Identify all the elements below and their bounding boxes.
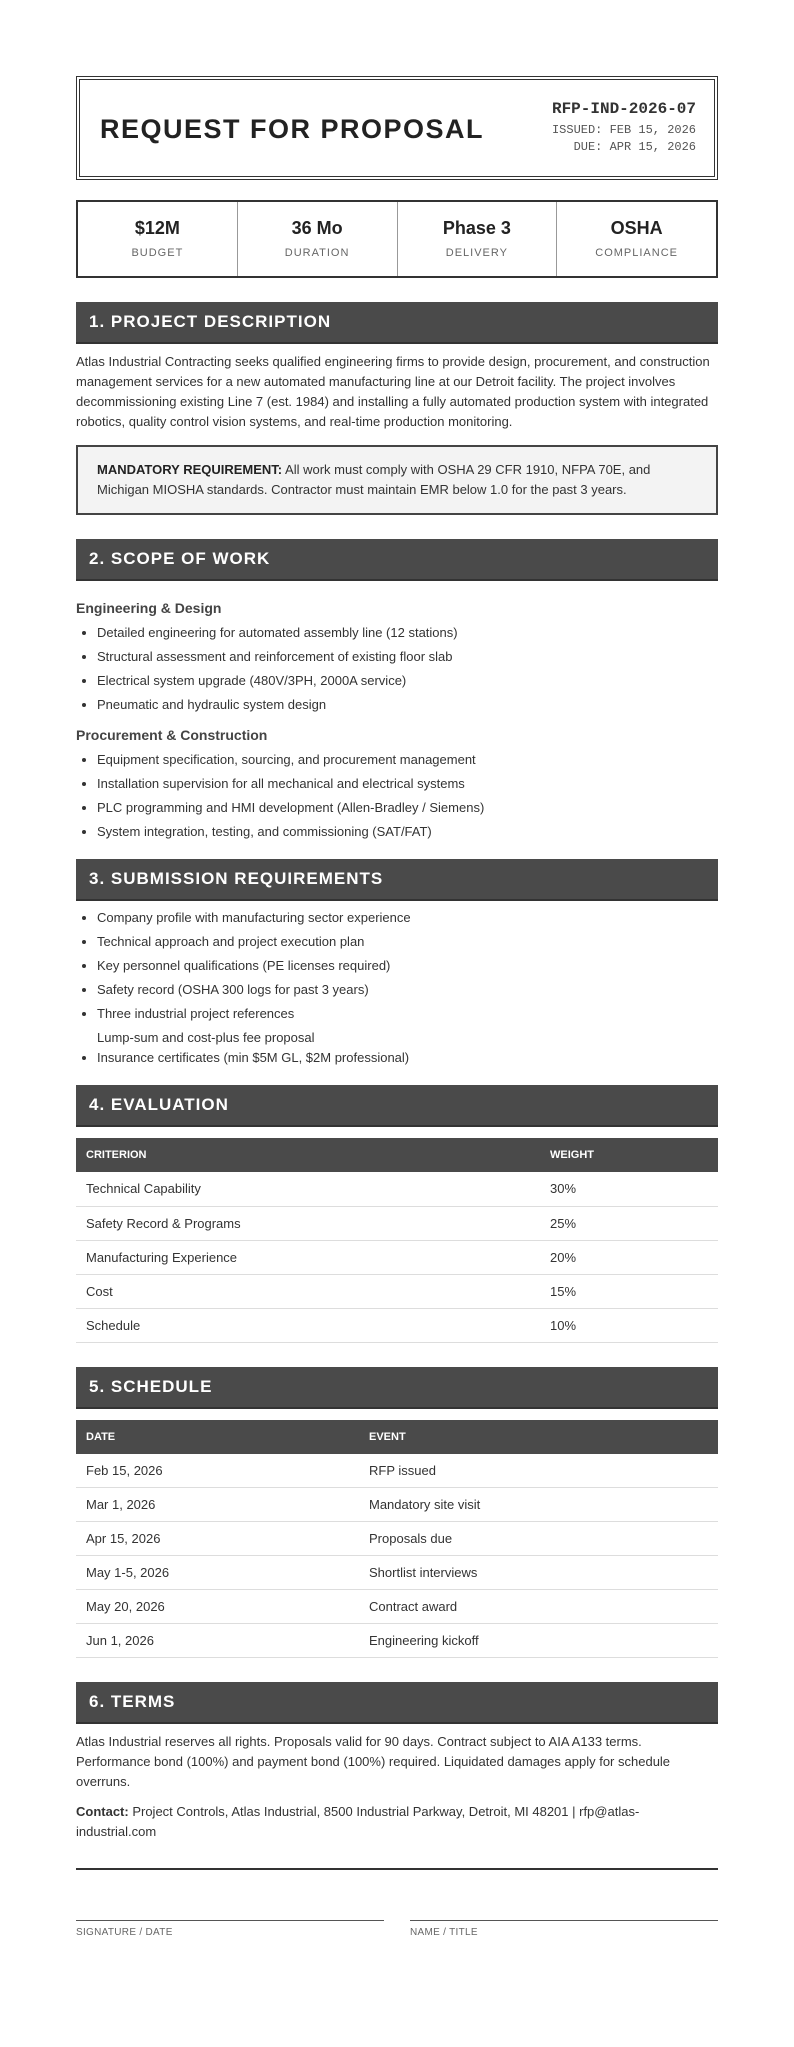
event-cell: Mandatory site visit (359, 1488, 718, 1522)
event-cell: Contract award (359, 1590, 718, 1624)
stat-value: $12M (134, 218, 180, 238)
name-title-label: NAME / TITLE (410, 1927, 478, 1938)
date-cell: Apr 15, 2026 (76, 1522, 359, 1556)
criterion-cell: Cost (76, 1274, 540, 1308)
list-item: • Equipment specification, sourcing, and procurement management (97, 751, 718, 769)
rfp-number: RFP-IND-2026-07 (551, 100, 696, 118)
name-title-line (410, 1920, 718, 1921)
subsection-engineering: Engineering & Design (76, 600, 222, 616)
name-title-field[interactable] (410, 1920, 718, 1938)
list-item: • Pneumatic and hydraulic system design (97, 696, 718, 714)
weight-cell: 25% (540, 1206, 718, 1240)
date-cell: Feb 15, 2026 (76, 1454, 359, 1488)
criterion-cell: Technical Capability (76, 1172, 540, 1206)
procurement-list (76, 751, 718, 841)
stat-value: Phase 3 (442, 218, 511, 238)
page-title: REQUEST FOR PROPOSAL (100, 114, 485, 144)
table-header-row (76, 1420, 718, 1454)
table-header-row (76, 1138, 718, 1172)
key-stats (76, 200, 718, 278)
signature-label: SIGNATURE / DATE (76, 1927, 173, 1938)
date-cell: Jun 1, 2026 (76, 1624, 359, 1658)
signature-block (76, 1920, 718, 1938)
date-cell: Mar 1, 2026 (76, 1488, 359, 1522)
column-header-weight: WEIGHT (540, 1138, 718, 1172)
table-row (76, 1206, 718, 1240)
date-cell: May 20, 2026 (76, 1590, 359, 1624)
terms-text: Atlas Industrial reserves all rights. Proposals valid for 90 days. Contract subject to AIA A133 terms. Performance bond (100%) and payment bond (100%) required. Liquidated damages apply for schedule overruns. (76, 1734, 671, 1789)
mandatory-text: All work must comply with OSHA 29 CFR 1910, NFPA 70E, and Michigan MIOSHA standards. Contractor must maintain EMR below 1.0 for the past 3 years. (97, 462, 651, 497)
event-cell: Proposals due (359, 1522, 718, 1556)
table-row (76, 1308, 718, 1342)
submission-list-continued (76, 1049, 718, 1067)
column-header-criterion: CRITERION (76, 1138, 540, 1172)
stat-value: OSHA (610, 218, 663, 238)
table-row (76, 1522, 718, 1556)
list-item: • Detailed engineering for automated assembly line (12 stations) (97, 624, 718, 642)
stat-compliance (557, 202, 716, 276)
list-item: • System integration, testing, and commissioning (SAT/FAT) (97, 823, 718, 841)
schedule-table (76, 1420, 718, 1659)
document-body (76, 76, 718, 1938)
list-item: • Technical approach and project execution plan (97, 933, 718, 951)
weight-cell: 10% (540, 1308, 718, 1342)
date-cell: May 1-5, 2026 (76, 1556, 359, 1590)
criterion-cell: Safety Record & Programs (76, 1206, 540, 1240)
contact-label: Contact: (76, 1804, 129, 1819)
list-item: • Electrical system upgrade (480V/3PH, 2000A service) (97, 672, 718, 690)
signature-divider (76, 1868, 718, 1870)
weight-cell: 20% (540, 1240, 718, 1274)
contact-text: Project Controls, Atlas Industrial, 8500 Industrial Parkway, Detroit, MI 48201 | rfp@atlas-industrial.com (76, 1804, 640, 1839)
list-item: • Installation supervision for all mechanical and electrical systems (97, 775, 718, 793)
rfp-header (76, 76, 718, 180)
stat-duration (238, 202, 398, 276)
subsection-procurement: Procurement & Construction (76, 727, 268, 743)
mandatory-label: MANDATORY REQUIREMENT: (97, 462, 283, 477)
project-description-text: Atlas Industrial Contracting seeks qualified engineering firms to provide design, procurement, and construction management services for a new automated manufacturing line at our Detroit facility. The project involves decommissioning existing Line 7 (est. 1984) and installing a fully automated production system with integrated robotics, quality control vision systems, and real-time production monitoring. (76, 354, 710, 429)
stat-label: DELIVERY (445, 247, 508, 259)
stat-label: BUDGET (131, 247, 184, 259)
table-row (76, 1172, 718, 1206)
mandatory-requirement-callout (76, 445, 718, 515)
list-item-unbulleted: Lump-sum and cost-plus fee proposal (97, 1030, 315, 1045)
list-item: • Three industrial project references (97, 1005, 718, 1023)
stat-label: COMPLIANCE (595, 247, 678, 259)
stat-label: DURATION (284, 247, 350, 259)
evaluation-table (76, 1138, 718, 1343)
signature-line (76, 1920, 384, 1921)
table-row (76, 1274, 718, 1308)
stat-delivery (398, 202, 558, 276)
section-heading-submission: 3. SUBMISSION REQUIREMENTS (76, 859, 718, 901)
criterion-cell: Schedule (76, 1308, 540, 1342)
event-cell: Engineering kickoff (359, 1624, 718, 1658)
list-item: • Company profile with manufacturing sector experience (97, 909, 718, 927)
event-cell: Shortlist interviews (359, 1556, 718, 1590)
event-cell: RFP issued (359, 1454, 718, 1488)
list-item: • Structural assessment and reinforcement of existing floor slab (97, 648, 718, 666)
table-row (76, 1624, 718, 1658)
weight-cell: 15% (540, 1274, 718, 1308)
table-row (76, 1454, 718, 1488)
table-row (76, 1590, 718, 1624)
column-header-event: EVENT (359, 1420, 718, 1454)
section-heading-schedule: 5. SCHEDULE (76, 1367, 718, 1409)
section-heading-scope: 2. SCOPE OF WORK (76, 539, 718, 581)
section-heading-terms: 6. TERMS (76, 1682, 718, 1724)
list-item: • PLC programming and HMI development (Allen-Bradley / Siemens) (97, 799, 718, 817)
engineering-list (76, 624, 718, 714)
criterion-cell: Manufacturing Experience (76, 1240, 540, 1274)
stat-value: 36 Mo (291, 218, 343, 238)
list-item: • Safety record (OSHA 300 logs for past 3 years) (97, 981, 718, 999)
rfp-meta (552, 100, 696, 154)
column-header-date: DATE (76, 1420, 359, 1454)
table-row (76, 1556, 718, 1590)
issued-date: ISSUED: FEB 15, 2026 (551, 123, 696, 137)
weight-cell: 30% (540, 1172, 718, 1206)
stat-budget (78, 202, 238, 276)
section-heading-evaluation: 4. EVALUATION (76, 1085, 718, 1127)
due-date: DUE: APR 15, 2026 (573, 140, 696, 154)
section-heading-project-description: 1. PROJECT DESCRIPTION (76, 302, 718, 344)
list-item: • Key personnel qualifications (PE licenses required) (97, 957, 718, 975)
table-row (76, 1488, 718, 1522)
table-row (76, 1240, 718, 1274)
list-item: • Insurance certificates (min $5M GL, $2M professional) (97, 1049, 718, 1067)
contact-info (76, 1802, 718, 1842)
signature-field[interactable] (76, 1920, 384, 1938)
submission-list (76, 909, 718, 1023)
